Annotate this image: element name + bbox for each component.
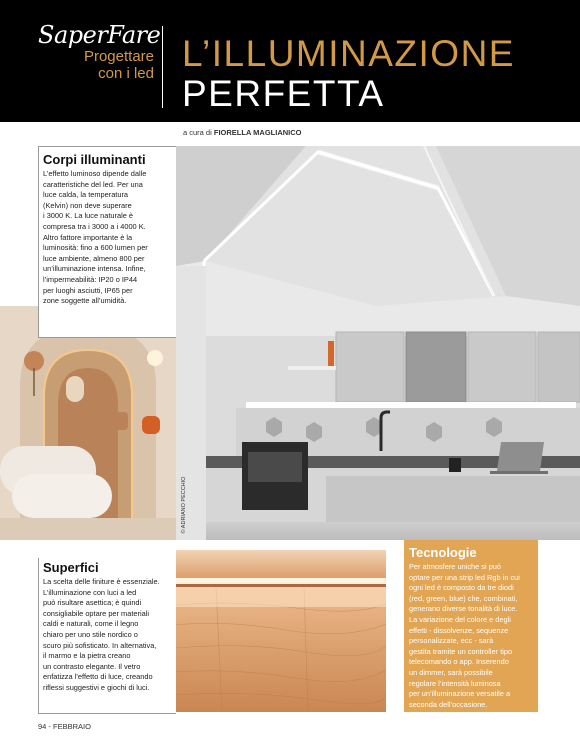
superfici-title: Superfici xyxy=(43,560,99,575)
kitchen-photo xyxy=(176,146,580,540)
text-line: optare per una strip led Rgb in cui xyxy=(409,572,520,582)
text-line: luminosità: fino a 600 lumen per xyxy=(43,243,148,253)
page-header xyxy=(0,0,580,122)
brand-subtitle-line-1: Progettare xyxy=(83,48,154,65)
text-line: personalizzate, ecc - sarà xyxy=(409,636,494,646)
text-line: il marmo e la pietra creano xyxy=(43,651,131,661)
text-line: (Kelvin) non deve superare xyxy=(43,200,132,210)
tecnologie-box xyxy=(404,540,538,712)
text-line: caratteristiche del led. Per una xyxy=(43,179,143,189)
header-divider xyxy=(162,26,163,108)
text-line: caldi e naturali, come il legno xyxy=(43,619,139,629)
text-line: i 3000 K. La luce naturale è xyxy=(43,211,133,221)
text-line: regolare l’intensità luminosa xyxy=(409,678,501,688)
text-line: l’impermeabilità: IP20 o IP44 xyxy=(43,274,138,284)
page-title-line-1: L’ILLUMINAZIONE xyxy=(182,33,515,74)
text-line: L’illuminazione con luci a led xyxy=(43,587,137,597)
text-line: può risultare asettica; è quindi xyxy=(43,598,142,608)
photo-credit xyxy=(181,470,189,540)
text-line: ogni led è composto da tre diodi xyxy=(409,583,514,593)
superfici-text xyxy=(43,577,176,694)
corpi-illuminanti-box xyxy=(38,146,176,338)
text-line: un’illuminazione intensa. Infine, xyxy=(43,264,146,274)
text-line: La variazione del colore e degli xyxy=(409,614,511,624)
text-line: telecomando o app. Inserendo xyxy=(409,657,509,667)
superfici-box xyxy=(38,558,176,714)
text-line: un dimmer, sarà possibile xyxy=(409,667,493,677)
byline-author: FIORELLA MAGLIANICO xyxy=(213,128,302,137)
text-line: scuro più sofisticato. In alternativa, xyxy=(43,640,157,650)
byline xyxy=(183,128,302,137)
text-line: seconda dell’occasione. xyxy=(409,699,488,709)
text-line: chiaro per uno stile nordico o xyxy=(43,629,138,639)
tecnologie-title: Tecnologie xyxy=(409,545,477,560)
text-line: luce calda, la temperatura xyxy=(43,190,129,200)
corpi-illuminanti-text xyxy=(43,169,176,307)
text-line: per un’illuminazione versatile a xyxy=(409,689,511,699)
text-line: Altro fattore importante è la xyxy=(43,232,133,242)
text-line: generano diverse tonalità di luce. xyxy=(409,604,518,614)
brand-block xyxy=(38,21,161,82)
brand-subtitle-line-2: con i led xyxy=(98,65,154,82)
text-line: effetti - dissolvenze, sequenze xyxy=(409,625,509,635)
page-folio: 94 - FEBBRAIO xyxy=(38,722,91,731)
text-line: L’effetto luminoso dipende dalle xyxy=(43,169,147,178)
corpi-illuminanti-title: Corpi illuminanti xyxy=(43,152,146,167)
brand-logo: SaperFare xyxy=(38,21,161,49)
photo-credit-text: © ADRIANO PECCHIO xyxy=(181,476,187,534)
text-line: zone soggette all’umidità. xyxy=(43,296,127,306)
text-line: luce ambiente, almeno 800 per xyxy=(43,253,145,263)
page-title-line-2: PERFETTA xyxy=(182,73,385,114)
text-line: La scelta delle finiture è essenziale. xyxy=(43,577,160,586)
text-line: (red, green, blue) che, combinati, xyxy=(409,593,518,603)
text-line: un contrasto elegante. Il vetro xyxy=(43,661,141,671)
living-room-photo xyxy=(0,306,176,540)
text-line: riflessi suggestivi e giochi di luci. xyxy=(43,682,150,692)
text-line: Per atmosfere uniche si può xyxy=(409,562,502,571)
text-line: per luoghi asciutti, IP65 per xyxy=(43,285,133,295)
text-line: enfatizza l’effetto di luce, creando xyxy=(43,672,153,682)
wood-shelf-photo xyxy=(176,550,386,712)
text-line: compresa tra i 3000 a i 4000 K. xyxy=(43,221,146,231)
tecnologie-text xyxy=(409,562,533,710)
byline-prefix: a cura di xyxy=(183,128,212,137)
text-line: consigliabile optare per materiali xyxy=(43,608,149,618)
text-line: gestita tramite un controller tipo xyxy=(409,646,513,656)
